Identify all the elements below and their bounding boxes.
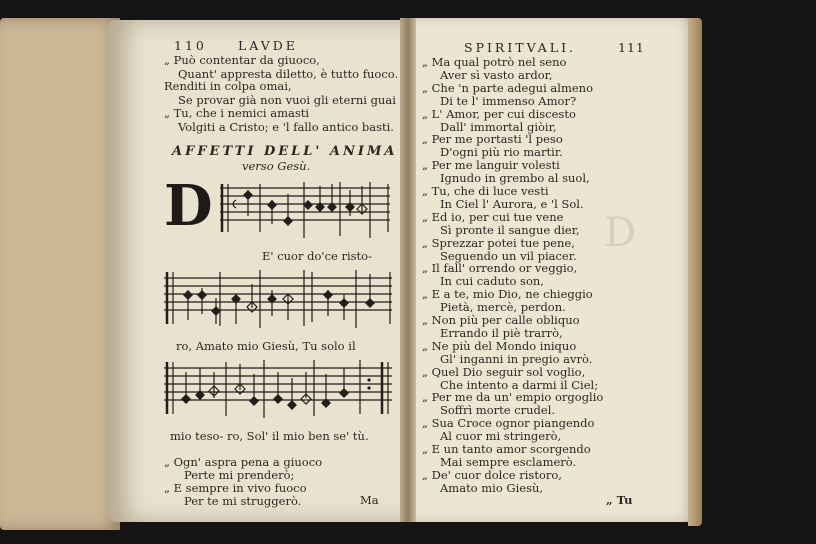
right-verse-line: Sì pronte il sangue dier, (440, 222, 580, 237)
right-verse-line: Mai sempre esclamerò. (440, 454, 577, 469)
decorated-initial: D (164, 173, 213, 239)
right-running-head: SPIRITVALI. (464, 40, 577, 55)
left-verse-line: Volgiti a Cristo; e 'l fallo antico basti. (178, 120, 394, 134)
right-verse-line: Seguendo un vil piacer. (440, 248, 577, 263)
right-verse-line: In cui caduto son, (440, 274, 544, 289)
music-staff-3 (164, 358, 394, 420)
left-bottom-line: „ E sempre in vivo fuoco (164, 481, 307, 495)
right-verse-line: „ Per me da un' empio orgoglio (422, 390, 604, 405)
right-verse-line: „ L' Amor, per cui discesto (422, 106, 576, 121)
left-page-number: 110 (174, 38, 207, 53)
right-verse-line: Errando il piè trarrò, (440, 325, 563, 340)
right-verse-line: Che intento a darmi il Ciel; (440, 377, 599, 392)
right-verse-line: „ E a te, mio Dio, ne chieggio (422, 287, 593, 302)
left-running-head: LAVDE (238, 38, 298, 53)
left-verse-line: Se provar già non vuoi gli eterni guai (178, 93, 396, 107)
right-verse-line: „ Ma qual potrò nel seno (422, 55, 567, 69)
book-cover-edge (0, 18, 120, 530)
bleed-through-shadow: D (604, 210, 637, 256)
right-verse-line: „ Ne più del Mondo iniquo (422, 338, 577, 353)
left-verse-line: Quant' appresta diletto, è tutto fuoco. (178, 67, 399, 81)
right-catchword: „ Tu (606, 493, 633, 507)
left-bottom-line: Per te mi struggerò. (184, 494, 302, 508)
right-verse-line: „ Quel Dio seguir sol voglio, (422, 364, 586, 379)
left-bottom-line: „ Ogn' aspra pena a giuoco (164, 455, 323, 469)
right-verse-line: „ De' cuor dolce ristoro, (422, 467, 562, 482)
right-verse-line: „ Non più per calle obliquo (422, 313, 580, 327)
right-verse-line: Dall' immortal giòir, (440, 119, 557, 134)
book-gutter (400, 18, 416, 522)
right-verse-line: „ E un tanto amor scorgendo (422, 442, 591, 456)
left-catchword: Ma (360, 493, 379, 507)
right-verse-line: „ Per me languir volesti (422, 158, 560, 173)
right-page-number: 111 (618, 40, 645, 55)
right-verse-line: Gl' inganni in pregio avrò. (440, 351, 593, 366)
right-verse-line: „ Ed io, per cui tue vene (422, 209, 564, 224)
right-verse-line: „ Sua Croce ognor piangendo (422, 416, 595, 431)
right-verse-line: „ Tu, che di luce vesti (422, 184, 549, 198)
lyric-line-2: ro, Amato mio Giesù, Tu solo il (176, 339, 356, 353)
right-verse-line: Soffrì morte crudel. (440, 403, 556, 418)
right-verse-line: Aver sì vasto ardor, (440, 67, 553, 82)
right-verse-line: In Ciel l' Aurora, e 'l Sol. (440, 196, 584, 211)
right-verse-line: „ Per me portasti 'l peso (422, 132, 563, 147)
right-verse-line: „ Il fall' orrendo or veggio, (422, 261, 578, 276)
right-verse-line: Amato mio Giesù, (440, 480, 544, 495)
lyric-line-1: E' cuor do'ce risto- (262, 249, 372, 263)
right-verse-line: D'ogni più rio martir. (440, 145, 563, 160)
right-verse-line: „ Che 'n parte adegui almeno (422, 80, 594, 95)
left-verse-line: Renditi in colpa omai, (164, 79, 292, 93)
right-verse-line: Al cuor mi stringerò, (440, 429, 562, 444)
right-verse-line: Pietà, mercè, perdon. (440, 300, 566, 315)
left-verse-line: „ Tu, che i nemici amasti (164, 106, 310, 120)
music-staff-1 (220, 180, 392, 238)
section-subtitle: verso Gesù. (242, 159, 311, 173)
section-title: AFFETTI DELL' ANIMA (172, 144, 398, 159)
left-verse-line: „ Può contentar da giuoco, (164, 53, 320, 67)
left-bottom-line: Perte mi prenderò; (184, 468, 295, 482)
right-verse-line: Di te l' immenso Amor? (440, 93, 577, 108)
music-staff-2 (164, 268, 394, 330)
page-block-edge (688, 18, 702, 526)
lyric-line-3: mio teso- ro, Sol' il mio ben se' tù. (170, 429, 369, 443)
right-verse-line: „ Sprezzar potei tue pene, (422, 235, 575, 250)
right-verse-line: Ignudo in grembo al suol, (440, 171, 590, 186)
